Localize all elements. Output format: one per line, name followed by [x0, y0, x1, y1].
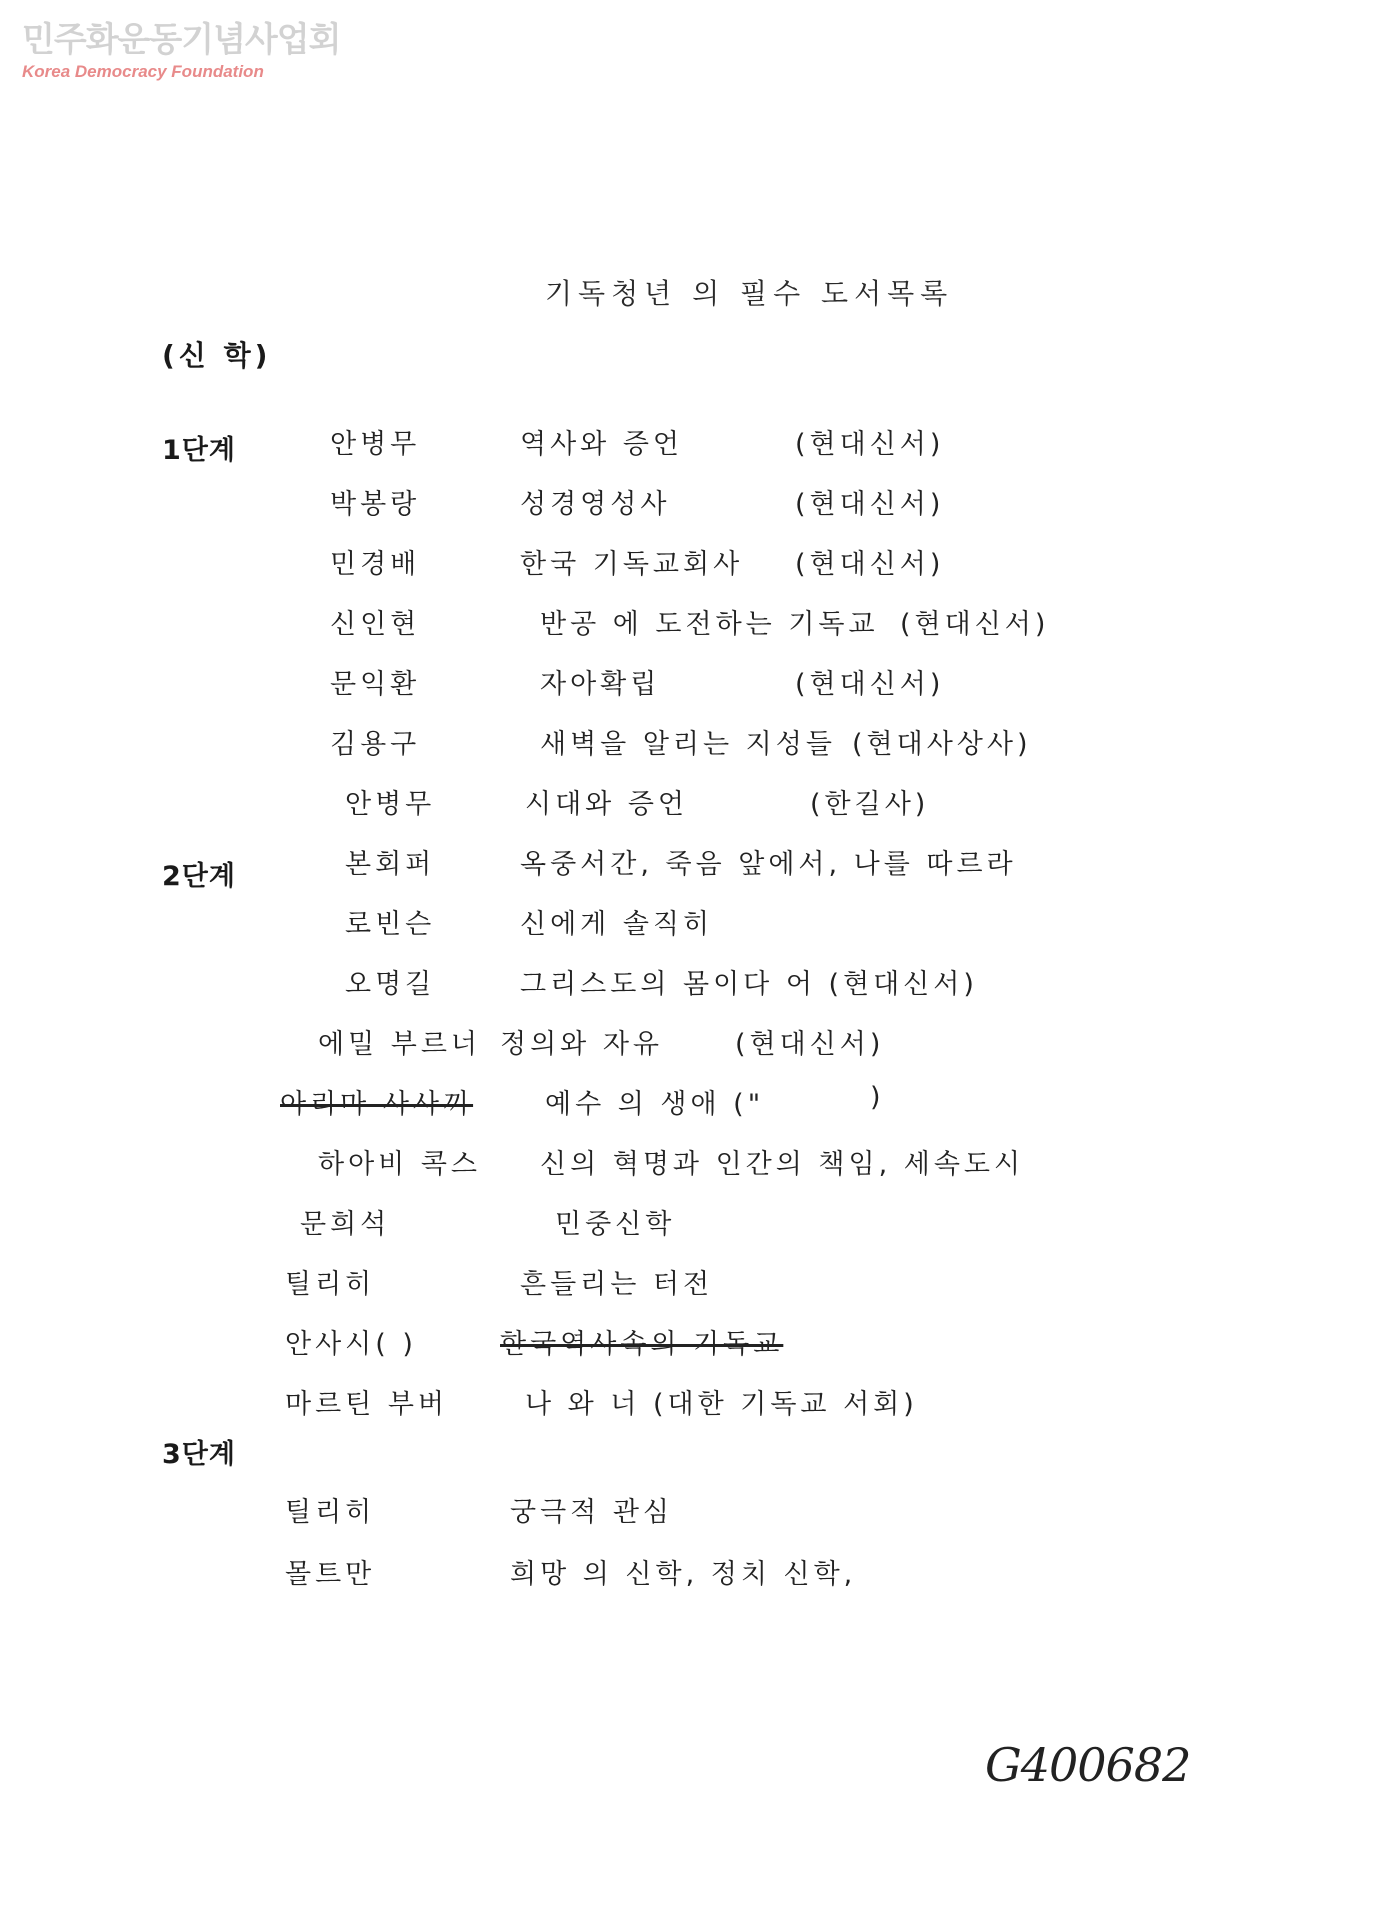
book-title: 신의 혁명과 인간의 책임, 세속도시: [540, 1149, 1025, 1180]
book-title: 한국역사속의 기독교: [500, 1329, 784, 1360]
author: 오명길: [345, 969, 436, 1000]
author: 박봉랑: [330, 489, 421, 520]
book-title: 반공 에 도전하는 기독교: [540, 609, 879, 640]
book-title: 신에게 솔직히: [520, 909, 714, 940]
publisher: (현대신서): [795, 669, 945, 700]
level-3-label: 3단계: [162, 1439, 236, 1470]
book-title: 시대와 증언: [525, 789, 688, 820]
level-2-label: 2단계: [162, 861, 236, 892]
publisher: ): [870, 1082, 885, 1113]
author: 안병무: [345, 789, 436, 820]
author: 신인현: [330, 609, 421, 640]
book-title: 새벽을 알리는 지성들: [540, 729, 836, 760]
book-title: 예수 의 생애 (": [545, 1089, 765, 1120]
author: 하아비 콕스: [318, 1149, 481, 1180]
author: 본회퍼: [345, 849, 436, 880]
author: 아리마 사사끼: [280, 1089, 474, 1120]
author: 민경배: [330, 549, 421, 580]
book-title: 한국 기독교회사: [520, 549, 744, 580]
author: 안병무: [330, 429, 421, 460]
publisher: (현대신서): [735, 1029, 885, 1060]
author: 안사시( ): [285, 1329, 417, 1360]
author: 에밀 부르너: [318, 1029, 481, 1060]
author: 몰트만: [285, 1559, 376, 1590]
author: 로빈슨: [345, 909, 436, 940]
book-title: 역사와 증언: [520, 429, 683, 460]
archive-code: G400682: [985, 1738, 1191, 1792]
author: 김용구: [330, 729, 421, 760]
book-title: 궁극적 관심: [510, 1497, 673, 1528]
book-title: 희망 의 신학, 정치 신학,: [510, 1559, 857, 1590]
publisher: (현대신서): [795, 429, 945, 460]
logo-english-text: Korea Democracy Foundation: [22, 62, 264, 81]
book-title: 민중신학: [555, 1209, 676, 1240]
author: 틸리히: [285, 1497, 376, 1528]
book-title: 옥중서간, 죽음 앞에서, 나를 따르라: [520, 849, 1017, 880]
book-title: 나 와 너 (대한 기독교 서회): [525, 1389, 918, 1420]
section-heading: (신 학): [162, 339, 272, 372]
logo-korean-text: 민주화운동기념사업회: [22, 20, 341, 60]
level-1-label: 1단계: [162, 435, 236, 466]
foundation-logo: [22, 20, 340, 82]
publisher: (한길사): [810, 789, 930, 820]
book-title: 흔들리는 터전: [520, 1269, 714, 1300]
author: 문익환: [330, 669, 421, 700]
publisher: (현대신서): [795, 549, 945, 580]
publisher: (현대신서): [795, 489, 945, 520]
publisher: (현대사상사): [852, 729, 1032, 760]
book-title: 성경영성사: [520, 489, 671, 520]
publisher: (현대신서): [900, 609, 1050, 640]
document-title: 기독청년 의 필수 도서목록: [545, 277, 954, 310]
book-title: 정의와 자유: [500, 1029, 663, 1060]
author: 문희석: [300, 1209, 391, 1240]
author: 틸리히: [285, 1269, 376, 1300]
book-title: 그리스도의 몸이다 어 (현대신서): [520, 969, 978, 1000]
author: 마르틴 부버: [285, 1389, 448, 1420]
book-title: 자아확립: [540, 669, 661, 700]
